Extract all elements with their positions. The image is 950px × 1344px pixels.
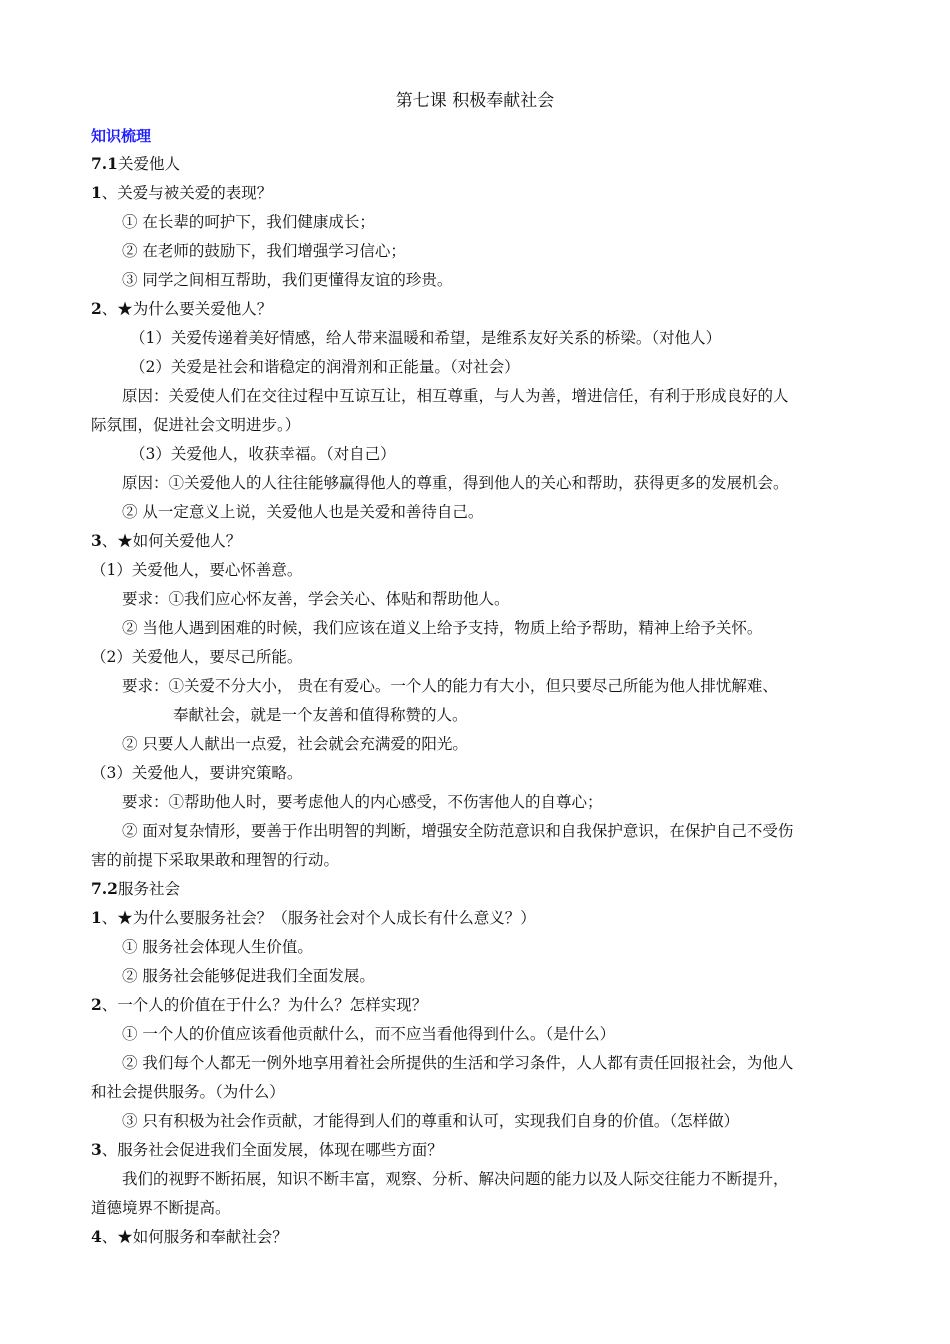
- paragraph: 际氛围，促进社会文明进步。）: [91, 416, 301, 434]
- paragraph: （1）关爱传递着美好情感，给人带来温暖和希望，是维系友好关系的桥梁。（对他人）: [130, 329, 722, 347]
- paragraph: 害的前提下采取果敢和理智的行动。: [91, 851, 340, 869]
- list-item: ① 在长辈的呵护下，我们健康成长；: [122, 213, 375, 231]
- question-text: 、★如何服务和奉献社会？: [101, 1228, 288, 1246]
- paragraph: 要求：①我们应心怀友善，学会关心、体贴和帮助他人。: [122, 590, 510, 608]
- question-heading: [91, 531, 241, 551]
- question-number: 3: [91, 531, 102, 550]
- question-heading: [91, 1227, 288, 1247]
- question-text: 、★为什么要关爱他人？: [101, 300, 273, 318]
- paragraph: 要求：①帮助他人时，要考虑他人的内心感受，不伤害他人的自尊心；: [122, 793, 603, 811]
- list-item: 和社会提供服务。（为什么）: [91, 1083, 285, 1101]
- list-item: ② 我们每个人都无一例外地享用着社会所提供的生活和学习条件，人人都有责任回报社会，为他人: [122, 1054, 794, 1072]
- subsection-number: 7.2: [91, 879, 118, 898]
- paragraph: （3）关爱他人，收获幸福。（对自己）: [130, 445, 396, 463]
- question-text: 、一个人的价值在于什么？为什么？怎样实现？: [101, 996, 428, 1014]
- paragraph: ② 面对复杂情形，要善于作出明智的判断，增强安全防范意识和自我保护意识，在保护自己不受伤: [122, 822, 794, 840]
- paragraph: 原因：①关爱他人的人往往能够赢得他人的尊重，得到他人的关心和帮助，获得更多的发展机会。: [122, 474, 789, 492]
- paragraph: 奉献社会，就是一个友善和值得称赞的人。: [173, 706, 468, 724]
- question-number: 1: [91, 908, 102, 927]
- paragraph: （1）关爱他人，要心怀善意。: [91, 561, 303, 579]
- subsection-number: 7.1: [91, 154, 118, 173]
- paragraph: （3）关爱他人，要讲究策略。: [91, 764, 303, 782]
- question-number: 4: [91, 1227, 102, 1246]
- subsection-7-2-heading: [91, 879, 180, 899]
- list-item: ① 服务社会体现人生价值。: [122, 938, 313, 956]
- list-item: ② 在老师的鼓励下，我们增强学习信心；: [122, 242, 406, 260]
- question-heading: [91, 299, 272, 319]
- question-heading: [91, 995, 427, 1015]
- question-number: 2: [91, 995, 102, 1014]
- paragraph: （2）关爱他人，要尽己所能。: [91, 648, 303, 666]
- paragraph: 道德境界不断提高。: [91, 1199, 231, 1217]
- question-heading: [91, 183, 272, 203]
- question-heading: [91, 1140, 443, 1160]
- section-heading: 知识梳理: [91, 127, 152, 145]
- paragraph: ② 只要人人献出一点爱，社会就会充满爱的阳光。: [122, 735, 468, 753]
- paragraph: ② 当他人遇到困难的时候，我们应该在道义上给予支持，物质上给予帮助，精神上给予关怀。: [122, 619, 763, 637]
- question-text: 、关爱与被关爱的表现？: [101, 184, 273, 202]
- question-text: 、★如何关爱他人？: [101, 532, 242, 550]
- question-text: 、★为什么要服务社会？（服务社会对个人成长有什么意义？）: [101, 909, 536, 927]
- question-text: 、服务社会促进我们全面发展，体现在哪些方面？: [101, 1141, 443, 1159]
- subsection-title: 关爱他人: [117, 155, 180, 173]
- question-number: 2: [91, 299, 102, 318]
- paragraph: ② 从一定意义上说，关爱他人也是关爱和善待自己。: [122, 503, 484, 521]
- question-number: 1: [91, 183, 102, 202]
- paragraph: （2）关爱是社会和谐稳定的润滑剂和正能量。（对社会）: [130, 358, 520, 376]
- list-item: ① 一个人的价值应该看他贡献什么，而不应当看他得到什么。（是什么）: [122, 1025, 616, 1043]
- paragraph: 原因：关爱使人们在交往过程中互谅互让，相互尊重，与人为善，增进信任，有利于形成良好的人: [122, 387, 789, 405]
- list-item: ③ 同学之间相互帮助，我们更懂得友谊的珍贵。: [122, 271, 453, 289]
- question-heading: [91, 908, 536, 928]
- list-item: ③ 只有积极为社会作贡献，才能得到人们的尊重和认可，实现我们自身的价值。（怎样做）: [122, 1112, 740, 1130]
- subsection-7-1-heading: [91, 154, 180, 174]
- list-item: ② 服务社会能够促进我们全面发展。: [122, 967, 375, 985]
- page-title: 第七课 积极奉献社会: [395, 91, 555, 111]
- paragraph: 我们的视野不断拓展，知识不断丰富，观察、分析、解决问题的能力以及人际交往能力不断提升，: [122, 1170, 789, 1188]
- subsection-title: 服务社会: [117, 880, 180, 898]
- question-number: 3: [91, 1140, 102, 1159]
- paragraph: 要求：①关爱不分大小， 贵在有爱心。一个人的能力有大小，但只要尽己所能为他人排忧解难、: [122, 677, 778, 695]
